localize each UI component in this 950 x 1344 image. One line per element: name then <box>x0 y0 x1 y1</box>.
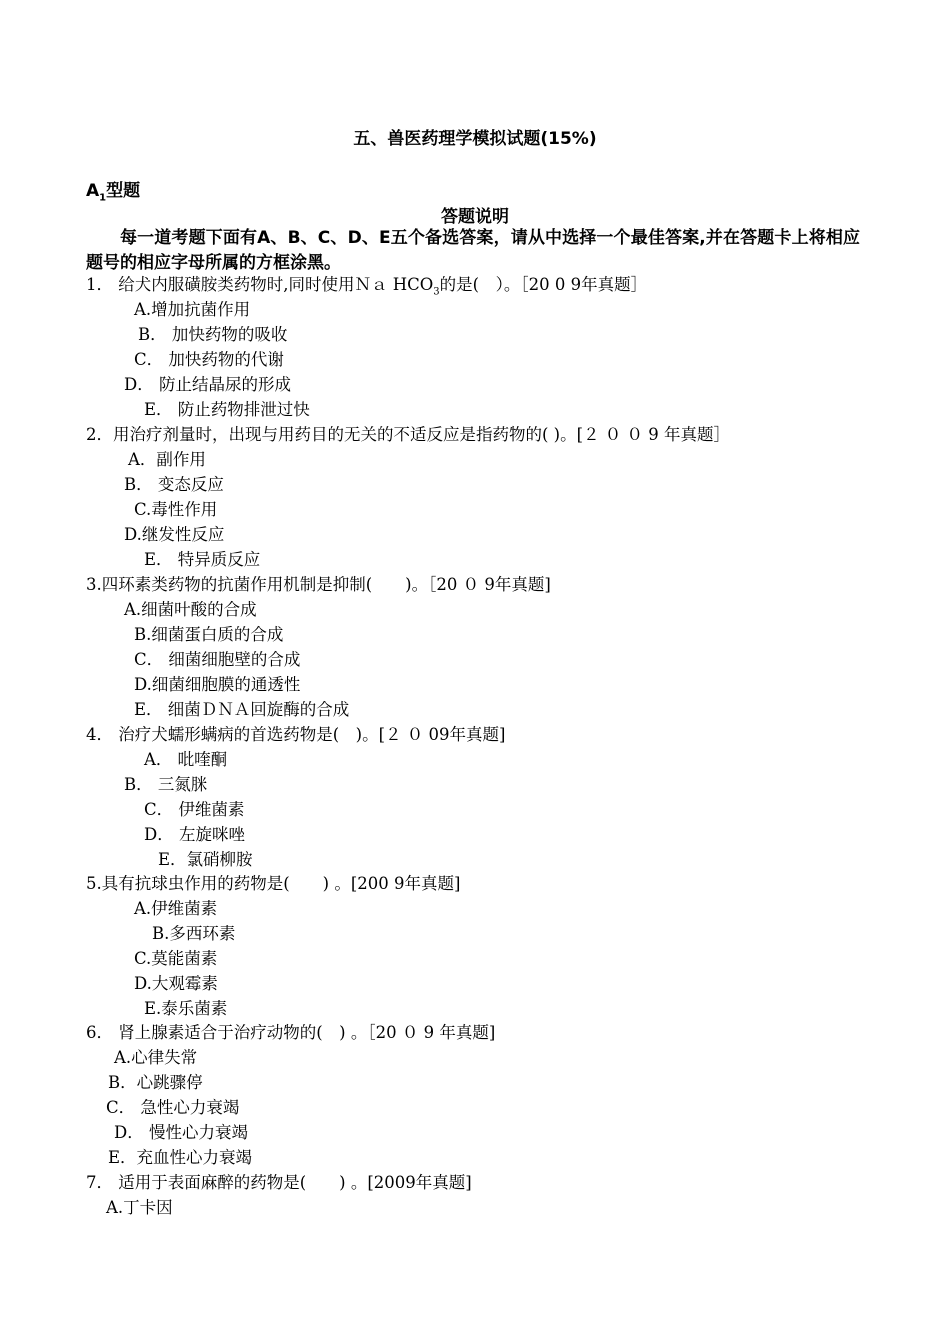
question-2-option-e: E． 特异质反应 <box>144 550 261 569</box>
instructions-title: 答题说明 <box>441 207 509 227</box>
question-3-option-e: E． 细菌ＤＮＡ回旋酶的合成 <box>134 700 350 719</box>
question-5-option-a: A.伊维菌素 <box>134 899 218 918</box>
question-6-stem: 6． 肾上腺素适合于治疗动物的( ) 。［20 ０ 9 年真题] <box>86 1023 496 1042</box>
question-5-option-e: E.泰乐菌素 <box>144 999 228 1018</box>
question-1-option-c: C． 加快药物的代谢 <box>134 350 284 369</box>
instructions-body: 每一道考题下面有A、B、C、D、E五个备选答案，请从中选择一个最佳答案,并在答题卡上将相应题号的相应字母所属的方框涂黑。 <box>86 228 860 273</box>
question-5-option-b: B.多西环素 <box>152 924 236 943</box>
question-2-option-c: C.毒性作用 <box>134 500 218 519</box>
question-6-option-d: D． 慢性心力衰竭 <box>114 1123 248 1142</box>
question-3-option-a: A.细菌叶酸的合成 <box>124 600 257 619</box>
section-sub: 1 <box>99 192 107 204</box>
question-1-option-e: E． 防止药物排泄过快 <box>144 400 310 419</box>
question-4-option-b: B． 三氮脒 <box>124 775 208 794</box>
question-5-option-c: C.莫能菌素 <box>134 949 218 968</box>
question-5-option-d: D.大观霉素 <box>134 974 218 993</box>
question-4-option-e: E．氯硝柳胺 <box>158 850 253 869</box>
question-2-option-a: A．副作用 <box>128 450 206 469</box>
question-1-option-d: D． 防止结晶尿的形成 <box>124 375 291 394</box>
section-heading <box>86 176 140 203</box>
question-6-option-c: C． 急性心力衰竭 <box>106 1098 240 1117</box>
page-title: 五、兽医药理学模拟试题(15%) <box>353 129 597 149</box>
question-4-option-d: D． 左旋咪唑 <box>144 825 245 844</box>
question-6-option-e: E．充血性心力衰竭 <box>108 1148 253 1167</box>
question-1-option-b: B． 加快药物的吸收 <box>138 325 288 344</box>
section-suffix: 型题 <box>106 181 141 201</box>
question-2-option-b: B． 变态反应 <box>124 475 224 494</box>
question-7-option-a: A.丁卡因 <box>106 1198 173 1217</box>
question-7-stem: 7． 适用于表面麻醉的药物是( ) 。[2009年真题] <box>86 1173 472 1192</box>
section-prefix: A <box>86 181 100 201</box>
question-3-option-b: B.细菌蛋白质的合成 <box>134 625 284 644</box>
question-4-option-c: C． 伊维菌素 <box>144 800 245 819</box>
question-6-option-b: B．心跳骤停 <box>108 1073 203 1092</box>
question-5-stem: 5.具有抗球虫作用的药物是( ) 。[200 9年真题] <box>86 874 461 893</box>
question-1-stem: 1． 给犬内服磺胺类药物时,同时使用Ｎａ $HCO_3$的是( ）。［20 0 9年真题］ <box>86 275 648 298</box>
question-1-option-a: A.增加抗菌作用 <box>134 300 251 319</box>
question-3-option-c: C． 细菌细胞壁的合成 <box>134 650 301 669</box>
question-2-stem: 2．用治疗剂量时，出现与用药目的无关的不适反应是指药物的( )。[２ ０ ０ 9 年真题］ <box>86 425 731 444</box>
question-4-stem: 4． 治疗犬蠕形螨病的首选药物是( )。[２ ０ 09年真题] <box>86 725 506 744</box>
question-4-option-a: A． 吡喹酮 <box>144 750 228 769</box>
question-3-option-d: D.细菌细胞膜的通透性 <box>134 675 301 694</box>
question-2-option-d: D.继发性反应 <box>124 525 225 544</box>
question-6-option-a: A.心律失常 <box>114 1048 198 1067</box>
question-3-stem: 3.四环素类药物的抗菌作用机制是抑制( )。［20 ０ 9年真题] <box>86 575 551 594</box>
